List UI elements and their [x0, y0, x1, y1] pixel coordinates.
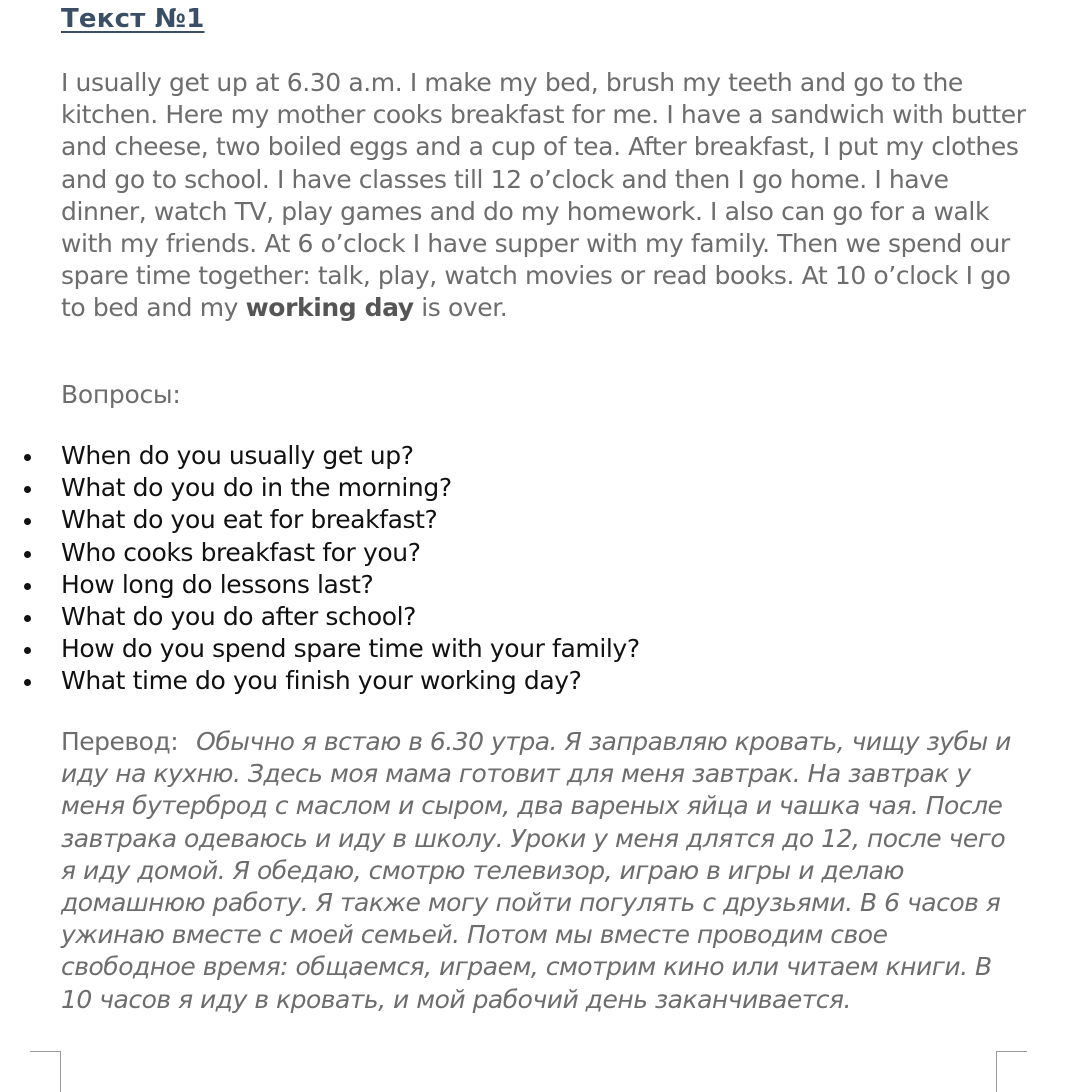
question-item — [0, 601, 1000, 633]
question-text: What do you do in the morning? — [61, 473, 452, 503]
document-title: Текст №1 — [61, 4, 205, 34]
bullet-icon — [24, 454, 31, 461]
bullet-icon — [24, 647, 31, 654]
questions-heading: Вопросы: — [61, 380, 181, 409]
bullet-icon — [24, 518, 31, 525]
translation-text: Обычно я встаю в 6.30 утра. Я заправляю кровать, чищу зубы и иду на кухню. Здесь моя мама готовит для меня завтрак. На завтрак у меня бутерброд с маслом и сыром, два вареных яйца и чашка чая. После завтрака одеваюсь и иду в школу. Уроки у меня длятся до 12, после чего я иду домой. Я обедаю, смотрю телевизор, играю в игры и делаю домашнюю работу. Я также могу пойти погулять с друзьями. В 6 часов я ужинаю вместе с моей семьей. Потом мы вместе проводим свое свободное время: общаемся, играем, смотрим кино или читаем книги. В 10 часов я иду в кровать, и мой рабочий день заканчивается. — [61, 727, 1011, 1014]
question-item — [0, 633, 1000, 665]
question-item — [0, 537, 1000, 569]
question-text: How long do lessons last? — [61, 569, 374, 599]
paragraph-text-start: I usually get up at 6.30 a.m. I make my bed, brush my teeth and go to the kitchen. Here my mother cooks breakfast for me. I have a sandwich with butter and cheese, two boiled eggs and a cup of tea. After breakfast, I put my clothes and go to school. I have classes till 12 o’clock and then I go home. I have dinner, watch TV, play games and do my homework. I also can go for a walk with my friends. At 6 o’clock I have supper with my family. Then we spend our spare time together: talk, play, watch movies or read books. At 10 o’clock I go to bed and my — [61, 68, 1026, 323]
question-text: Who cooks breakfast for you? — [61, 537, 421, 567]
question-text: What time do you finish your working day? — [61, 666, 582, 696]
question-item — [0, 440, 1000, 472]
question-text: How do you spend spare time with your family? — [61, 634, 640, 664]
question-text: What do you eat for breakfast? — [61, 505, 438, 535]
bullet-icon — [24, 679, 31, 686]
page-margin-corner-right — [996, 1051, 1027, 1092]
question-item — [0, 665, 1000, 697]
questions-list — [0, 440, 1000, 698]
main-paragraph — [61, 67, 1026, 325]
question-item — [0, 569, 1000, 601]
page-margin-corner-left — [30, 1051, 61, 1092]
question-text: When do you usually get up? — [61, 441, 414, 470]
translation-label: Перевод: — [61, 727, 179, 756]
bullet-icon — [24, 615, 31, 622]
bullet-icon — [24, 551, 31, 558]
bullet-icon — [24, 486, 31, 493]
bullet-icon — [24, 583, 31, 590]
paragraph-bold-phrase: working day — [245, 293, 414, 323]
question-text: What do you do after school? — [61, 601, 417, 631]
question-item — [0, 504, 1000, 536]
question-item — [0, 472, 1000, 504]
paragraph-text-end: is over. — [413, 293, 508, 323]
translation-paragraph — [61, 726, 1026, 1016]
